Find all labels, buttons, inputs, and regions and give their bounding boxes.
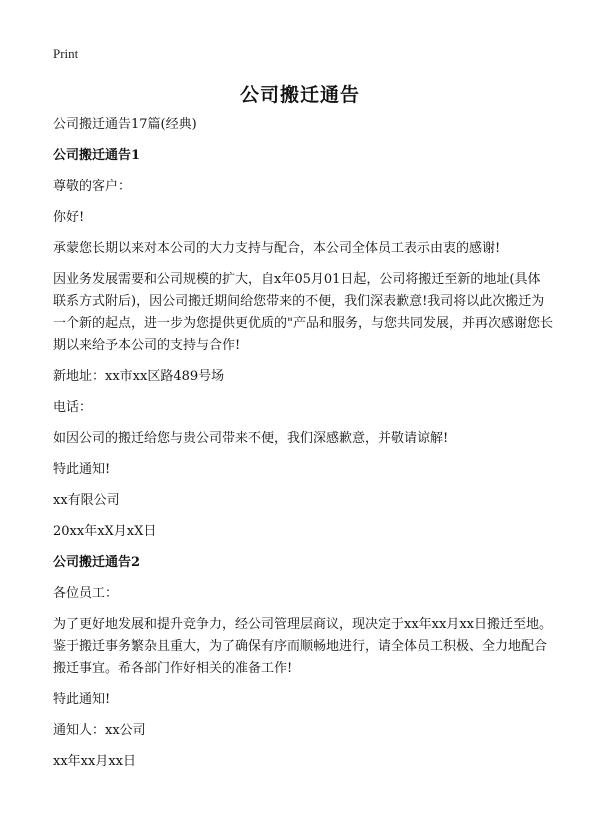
- phone-line: 电话：: [53, 400, 93, 415]
- paragraph: 承蒙您长期以来对本公司的大力支持与配合，本公司全体员工表示由衷的感谢!: [53, 241, 501, 256]
- paragraph: 特此通知!: [53, 462, 111, 477]
- section-heading: 公司搬迁通告1: [53, 148, 141, 163]
- section-heading: 公司搬迁通告2: [53, 555, 141, 570]
- signature-date: xx年xx月xx日: [53, 754, 136, 769]
- paragraph: 因业务发展需要和公司规模的扩大，自x年05月01日起，公司将搬迁至新的地址(具体联系方式附后)，因公司搬迁期间给您带来的不便，我们深表歉意!我司将以此次搬迁为一个新的起点，进一步为您提供更优质的"产品和服务，与您共同发展，并再次感谢您长期以来给予本公司的支持与合作!: [53, 272, 553, 353]
- paragraph: 各位员工：: [53, 586, 119, 601]
- print-link[interactable]: Print: [53, 46, 79, 61]
- signature-company: xx有限公司: [53, 493, 120, 508]
- document-body: [53, 114, 553, 782]
- signature-company: 通知人：xx公司: [53, 723, 146, 738]
- address-line: 新地址：xx市xx区路489号场: [53, 369, 225, 384]
- paragraph: 特此通知!: [53, 692, 111, 707]
- paragraph: 尊敬的客户：: [53, 179, 132, 194]
- paragraph: 为了更好地发展和提升竞争力，经公司管理层商议，现决定于xx年xx月xx日搬迁至地。鉴于搬迁事务繁杂且重大，为了确保有序而顺畅地进行，请全体员工积极、全力地配合搬迁事宜。希各部门作好相关的准备工作!: [53, 617, 552, 676]
- paragraph: 如因公司的搬迁给您与贵公司带来不便，我们深感歉意，并敬请谅解!: [53, 431, 449, 446]
- page-title: 公司搬迁通告: [239, 84, 360, 106]
- document-subtitle: 公司搬迁通告17篇(经典): [53, 117, 197, 132]
- signature-date: 20xx年xX月xX日: [53, 524, 157, 539]
- paragraph: 你好!: [53, 210, 85, 225]
